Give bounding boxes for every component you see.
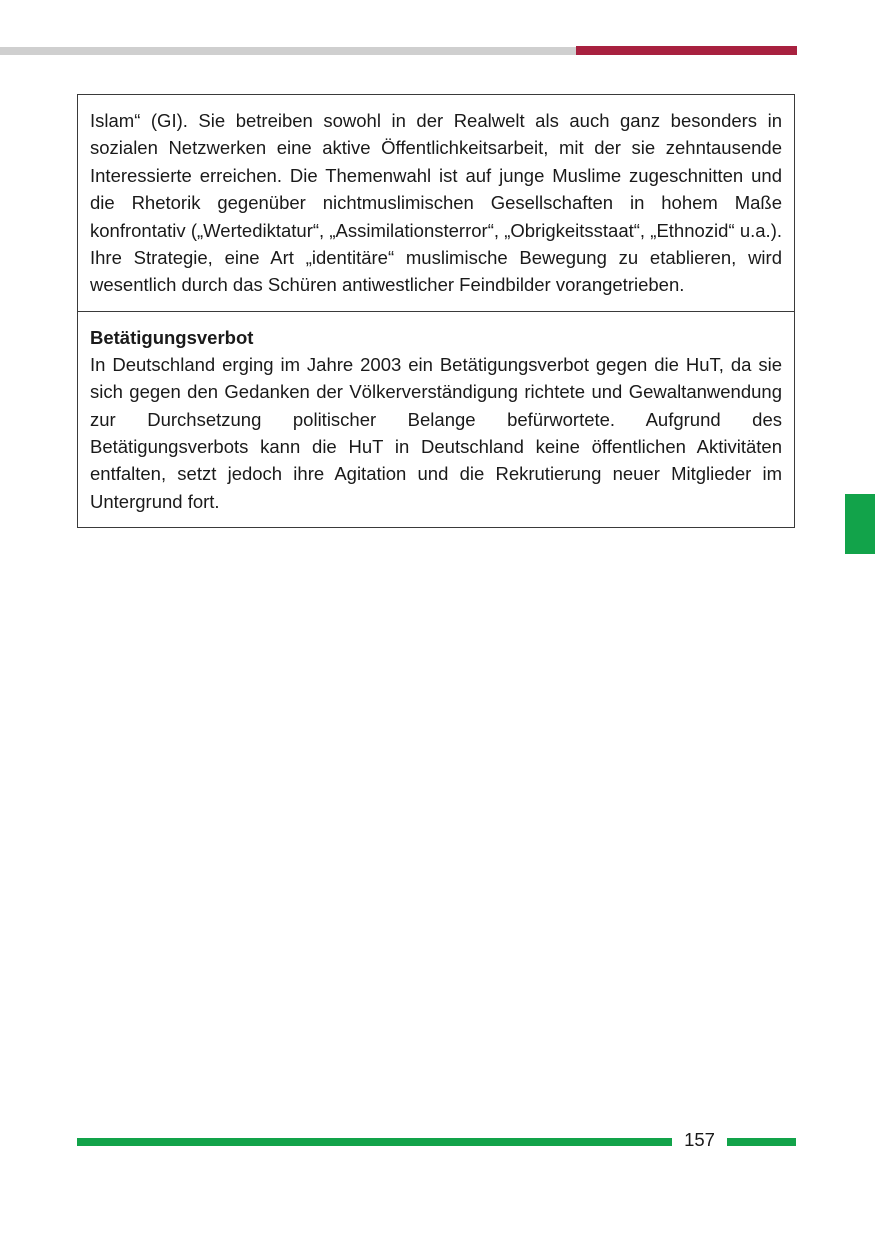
continued-paragraph: Islam“ (GI). Sie betreiben sowohl in der Realwelt als auch ganz besonders in sozialen Netzwerken eine aktive Öffentlichkeitsarbeit, mit der sie zehntausende Interessierte erreichen. Die Themenwahl ist auf junge Muslime zugeschnitten und die Rhetorik gegenüber nichtmuslimischen Gesellschaften in hohem Maße konfrontativ („Wertediktatur“, „Assimilationsterror“, „Obrigkeitsstaat“, „Ethnozid“ u.a.). Ihre Strategie, eine Art „identitäre“ muslimische Bewegung zu etablieren, wird wesentlich durch das Schüren antiwestlicher Feindbilder vorangetrieben. xyxy=(90,110,782,296)
page-number: 157 xyxy=(684,1129,715,1150)
info-box-continued-section xyxy=(78,95,794,311)
info-box xyxy=(77,94,795,528)
footer-bar-right xyxy=(727,1138,796,1146)
chapter-tab-marker xyxy=(845,494,875,554)
footer-bar-left xyxy=(77,1138,672,1146)
header-bar-red xyxy=(576,46,797,55)
header-bar-gray xyxy=(0,47,576,55)
info-box-ban-section xyxy=(78,311,794,527)
section-heading: Betätigungsverbot xyxy=(90,326,254,348)
section-body: In Deutschland erging im Jahre 2003 ein Betätigungsverbot gegen die HuT, da sie sich gegen den Gedanken der Völkerverständigung richtete und Gewaltanwendung zur Durchsetzung politischer Belange befürwortete. Aufgrund des Betätigungsverbots kann die HuT in Deutschland keine öffentlichen Aktivitäten entfalten, setzt jedoch ihre Agitation und die Rekrutierung neuer Mitglieder im Untergrund fort. xyxy=(90,353,782,512)
